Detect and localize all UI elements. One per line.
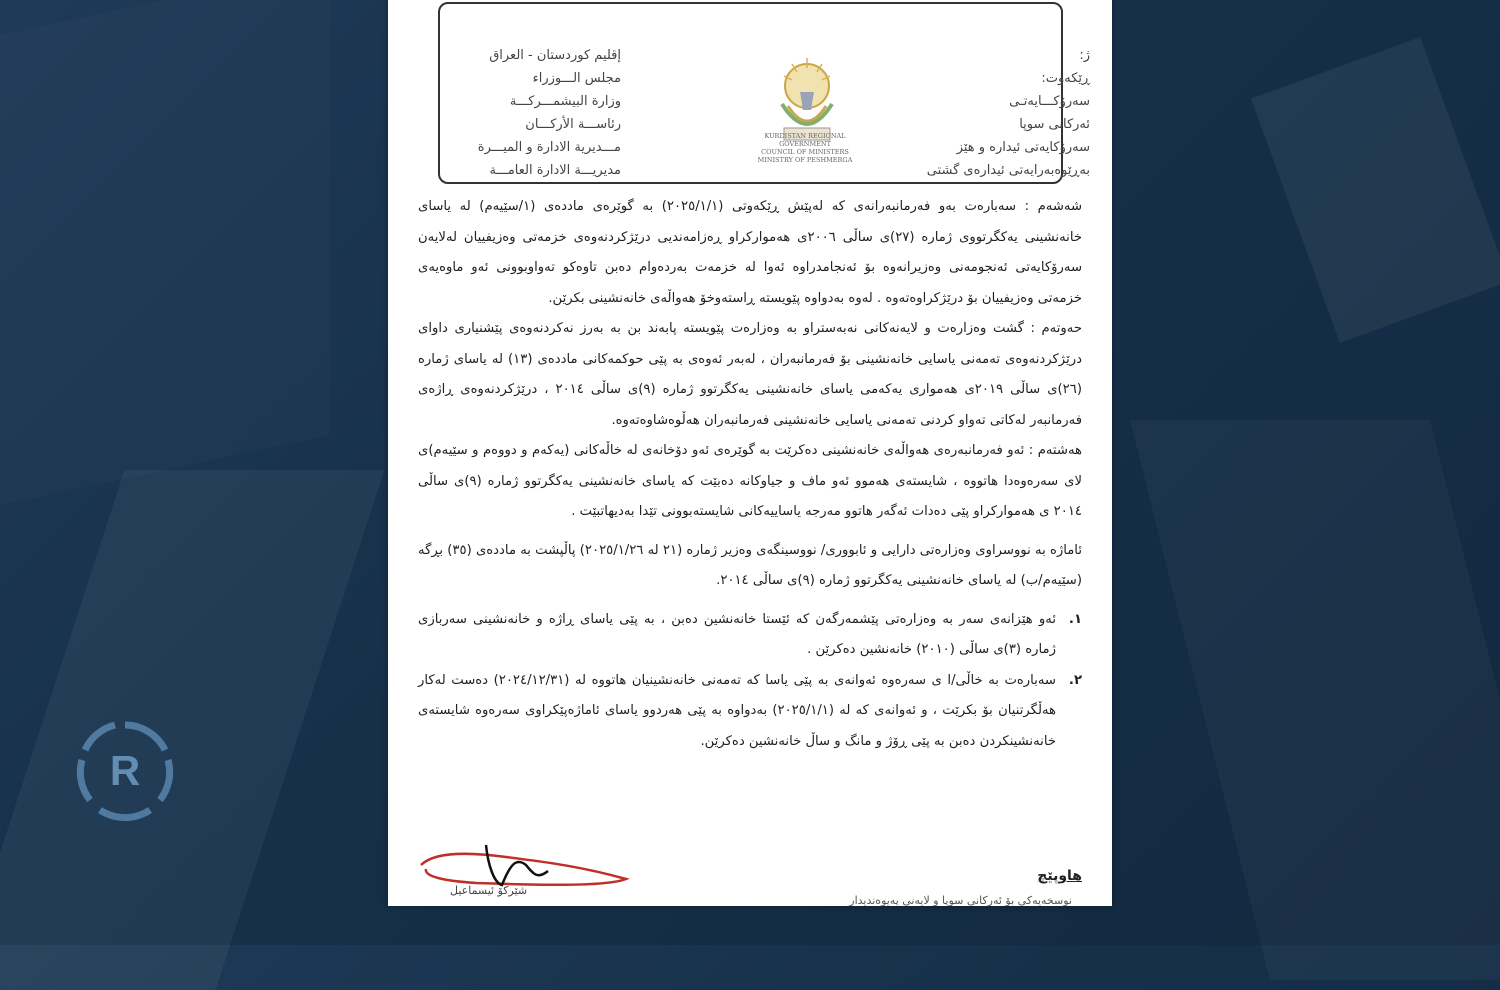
- emblem-caption-line: MINISTRY OF PESHMERGA: [757, 156, 853, 164]
- letterhead-line: وزارة البيشمـــركـــة: [509, 94, 621, 109]
- letterhead: [438, 2, 1090, 184]
- list-text: ئەو هێزانەی سەر بە وەزارەتی پێشمەرگەن کە ئێستا خانەنشین دەبن ، بە پێی یاسای ڕاژە و خانەنشینی سەربازی ژمارە (٣)ی ساڵی (٢٠١٠) خانەنشین دەکرێن .: [418, 611, 1056, 657]
- letterhead-line: ئەرکانی سوپا: [1019, 117, 1090, 132]
- document-body: [418, 192, 1082, 757]
- letterhead-arabic: [401, 44, 621, 182]
- letterhead-line: بەڕێوەبەرایەتی ئیدارەی گشتی: [926, 163, 1090, 178]
- letterhead-line: رئاســـة الأركـــان: [525, 117, 621, 132]
- list-number: ٢.: [1068, 672, 1082, 688]
- paragraph-eighth: هەشتەم : ئەو فەرمانبەرەی هەواڵەی خانەنشینی دەکرێت بە گوێرەی ئەو دۆخانەی لە خاڵەکانی (یەکەم و دووەم و سێیەم)ی لای سەرەوەدا هاتووە ، شایستەی هەموو ئەو ماف و جیاوکانە دەبێت کە یاسای خانەنشینی یەکگرتوو ژمارە (٩)ی ساڵی ٢٠١٤ ی هەموارکراو پێی دەدات ئەگەر هاتوو مەرجە یاساییەکانی شایستەبوونی تێدا بەدیهاتبێت .: [418, 443, 1082, 519]
- paragraph-seventh: حەوتەم : گشت وەزارەت و لایەنەکانی نەبەستراو بە وەزارەت پێویستە پابەند بن بە بەرز نەکردنەوەی پێشنیاری داوای درێژکردنەوەی تەمەنی یاسایی خانەنشینی بۆ فەرمانبەران ، لەبەر ئەوەی بە پێی حوکمەکانی ماددەی (١٣) لە یاسای ژمارە (٢٦)ی ساڵی ٢٠١٩ی هەمواری یەکەمی یاسای خانەنشینی یەکگرتوو ژمارە (٩)ی ساڵی ٢٠١٤ ، درێژکردنەوەی ڕاژەی فەرمانبەر لەکاتی تەواو کردنی تەمەنی یاسایی خانەنشینی فەرمانبەران هەڵوەشاوەتەوە.: [418, 321, 1082, 428]
- emblem-caption: [745, 132, 865, 164]
- letterhead-line: مديريـــة الادارة العامـــة: [489, 163, 621, 178]
- background-shape: [1251, 37, 1500, 343]
- letterhead-line: مجلس الـــوزراء: [532, 71, 621, 86]
- background-shape: [0, 470, 384, 990]
- emblem-caption-line: COUNCIL OF MINISTERS: [761, 148, 849, 156]
- emblem-caption-line: KURDISTAN REGIONAL GOVERNMENT: [764, 132, 846, 148]
- background-shape: [0, 0, 330, 505]
- list-item: [418, 666, 1082, 758]
- attachment-label: هاوپێچ: [1037, 868, 1082, 884]
- letterhead-line: إقليم كوردستان - العراق: [489, 48, 621, 63]
- background-shape: [1130, 420, 1500, 980]
- list-text: سەبارەت بە خاڵی/ا ی سەرەوە ئەوانەی بە پێی یاسا کە تەمەنی خانەنشینیان هاتووە لە (٢٠٢٤/١٢/٣١) دەست لەکار هەڵگرتنیان بۆ بکرێت ، و ئەوانەی کە لە (٢٠٢٥/١/١) بەدواوە بە پێی هەردوو یاسای ئاماژەپێکراوی سەرەوە شایستەی خانەنشینکردن دەبن بە پێی ڕۆژ و مانگ و ساڵ خانەنشین دەکرێن.: [418, 672, 1056, 749]
- letterhead-line: ڕێکەوت:: [1041, 71, 1090, 86]
- list-item: [418, 605, 1082, 666]
- letterhead-line: ژ:: [1079, 48, 1090, 63]
- signatory-name: شێرکۆ ئیسماعیل: [450, 884, 528, 897]
- document-page: [388, 0, 1112, 906]
- footer-cut-line: نوسخەیەکی بۆ ئەرکانی سوپا و لایەنی پەیوەندیدار: [849, 894, 1072, 906]
- letterhead-kurdish: [890, 44, 1090, 182]
- paragraph-sixth: شەشەم : سەبارەت بەو فەرمانبەرانەی کە لەپێش ڕێکەوتی (٢٠٢٥/١/١) بە گوێرەی ماددەی (١/سێیەم) لە یاسای خانەنشینی یەکگرتووی ژمارە (٢٧)ی ساڵی ٢٠٠٦ی هەموارکراو ڕەزامەندیی درێژکردنەوەی خزمەتی وەزیفییان لەلایەن سەرۆکایەتی ئەنجومەنی وەزیرانەوە بۆ ئەنجامدراوە ئەوا لە خزمەت بەردەوام دەبن تاوەکو تەواوبوونی ئەو ماوەیەی خزمەتی وەزیفییان بۆ درێژکراوەتەوە . لەوە بەدواوە پێویستە ڕاستەوخۆ هەواڵەی خانەنشینی بکرێن.: [418, 199, 1083, 306]
- letterhead-line: مـــديرية الادارة و الميـــرة: [477, 140, 621, 155]
- rudaw-logo-icon: [70, 715, 180, 825]
- svg-text:R: R: [109, 747, 141, 794]
- letterhead-line: سەرۆکایەتی ئیدارە و هێز: [956, 140, 1090, 155]
- list-number: ١.: [1068, 611, 1082, 627]
- paragraph-reference: ئاماژە بە نووسراوی وەزارەتی دارایی و ئابووری/ نووسینگەی وەزیر ژمارە (٢١ لە ٢٠٢٥/١/٢٦) پاڵپشت بە ماددەی (٣٥) بڕگە (سێیەم/ب) لە یاسای خانەنشینی یەکگرتوو ژمارە (٩)ی ساڵی ٢٠١٤.: [418, 542, 1082, 588]
- letterhead-line: سەرۆکـــایەتـی: [1009, 94, 1090, 109]
